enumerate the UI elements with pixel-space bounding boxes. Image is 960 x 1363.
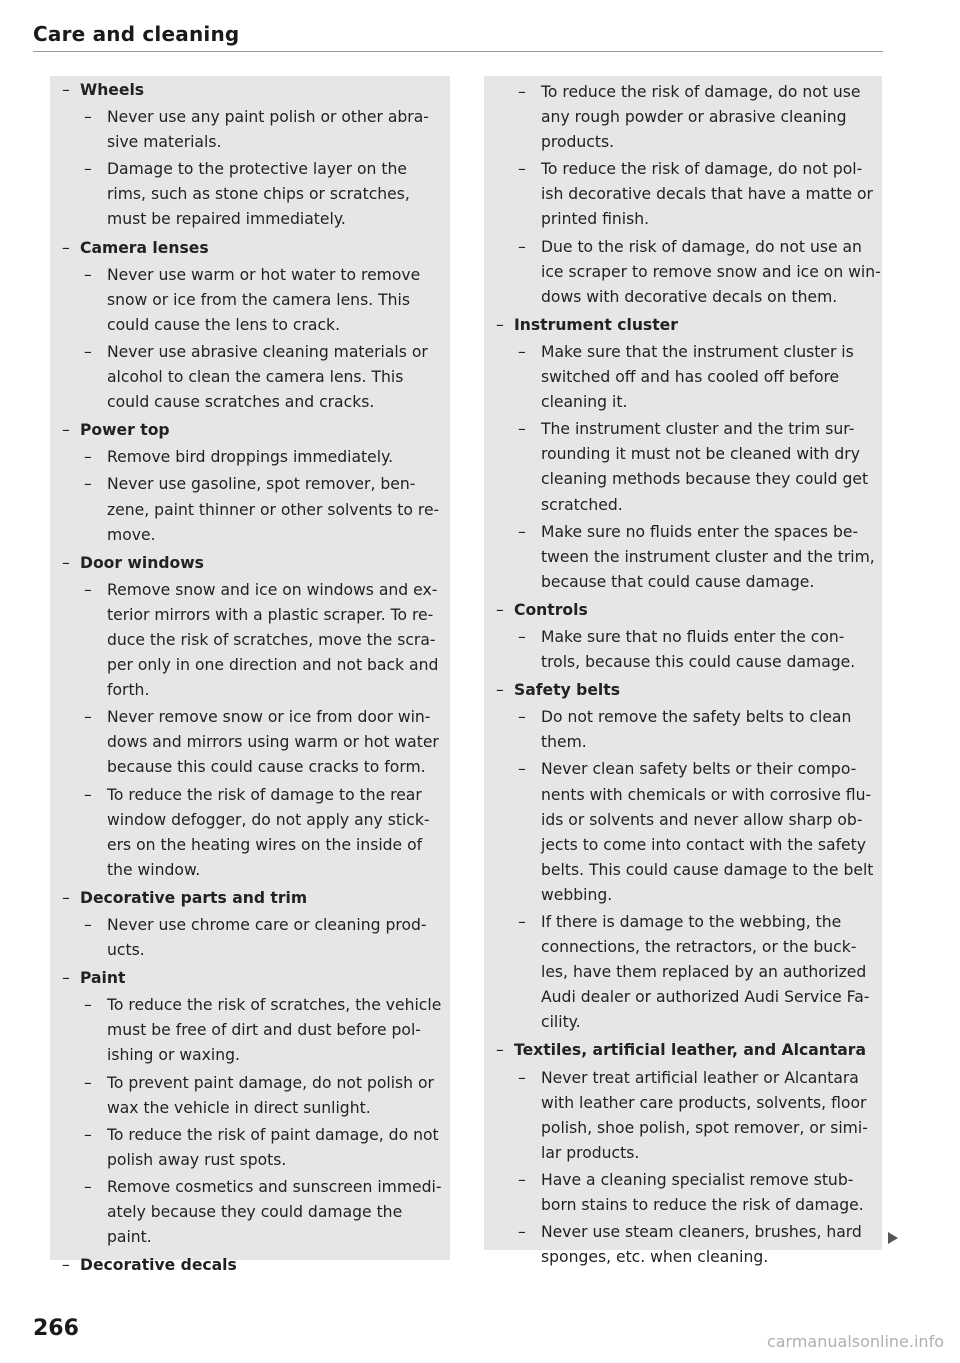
list-item: – Do not remove the safety belts to clean them. [496,705,882,755]
section [496,313,882,595]
section-heading: – Decorative parts and trim [62,886,450,911]
list-item: – Make sure no fluids enter the spaces be-tween the instrument cluster and the trim, because that could cause damage. [496,520,882,595]
section-heading: – Instrument cluster [496,313,882,338]
section-heading: – Door windows [62,551,450,576]
section-heading: – Controls [496,598,882,623]
section [496,80,882,310]
list-item: – Never treat artificial leather or Alcantara with leather care products, solvents, floor polish, shoe polish, spot remover, or simi-lar products. [496,1066,882,1166]
list-item: – To reduce the risk of scratches, the vehicle must be free of dirt and dust before pol-ishing or waxing. [62,993,450,1068]
section-heading: – Safety belts [496,678,882,703]
page-number: 266 [33,1316,79,1341]
section [496,598,882,675]
section-heading: – Camera lenses [62,236,450,261]
list-item: – Have a cleaning specialist remove stub-born stains to reduce the risk of damage. [496,1168,882,1218]
list-item: – Make sure that the instrument cluster is switched off and has cooled off before cleaning it. [496,340,882,415]
section [62,236,450,416]
section-heading: – Wheels [62,78,450,103]
page-header-title: Care and cleaning [33,22,240,46]
list-item: – Never use any paint polish or other abra-sive materials. [62,105,450,155]
section [62,418,450,547]
list-item: – Never remove snow or ice from door win-dows and mirrors using warm or hot water because this could cause cracks to form. [62,705,450,780]
section-heading: – Decorative decals [62,1253,450,1278]
list-item: – Never use abrasive cleaning materials or alcohol to clean the camera lens. This could cause scratches and cracks. [62,340,450,415]
right-column-box [484,76,882,1267]
continue-arrow-icon [888,1232,898,1244]
section [496,1038,882,1270]
list-item: – Due to the risk of damage, do not use an ice scraper to remove snow and ice on win-dows with decorative decals on them. [496,235,882,310]
section-heading: – Power top [62,418,450,443]
section [62,551,450,883]
list-item: – Never use chrome care or cleaning prod-ucts. [62,913,450,963]
list-item: – To reduce the risk of damage, do not pol-ish decorative decals that have a matte or printed finish. [496,157,882,232]
list-item: – Never use warm or hot water to remove snow or ice from the camera lens. This could cause the lens to crack. [62,263,450,338]
section [62,886,450,963]
left-column-box [50,76,450,1275]
list-item: – The instrument cluster and the trim sur-rounding it must not be cleaned with dry cleaning methods because they could get scratched. [496,417,882,517]
section [62,78,450,233]
list-item: – To reduce the risk of paint damage, do not polish away rust spots. [62,1123,450,1173]
header-rule [33,51,883,52]
list-item: – Remove cosmetics and sunscreen immedi-ately because they could damage the paint. [62,1175,450,1250]
list-item: – Never use gasoline, spot remover, ben-zene, paint thinner or other solvents to re-move. [62,472,450,547]
list-item: – If there is damage to the webbing, the connections, the retractors, or the buck-les, have them replaced by an authorized Audi dealer or authorized Audi Service Fa-cility. [496,910,882,1035]
watermark: carmanualsonline.info [766,1332,944,1351]
section [62,966,450,1250]
list-item: – Make sure that no fluids enter the con-trols, because this could cause damage. [496,625,882,675]
section-heading: – Paint [62,966,450,991]
list-item: – To reduce the risk of damage, do not use any rough powder or abrasive cleaning products. [496,80,882,155]
section [496,678,882,1035]
list-item: – Never use steam cleaners, brushes, hard sponges, etc. when cleaning. [496,1220,882,1270]
list-item: – Remove bird droppings immediately. [62,445,450,470]
list-item: – To reduce the risk of damage to the rear window defogger, do not apply any stick-ers on the heating wires on the inside of the window. [62,783,450,883]
list-item: – To prevent paint damage, do not polish or wax the vehicle in direct sunlight. [62,1071,450,1121]
list-item: – Remove snow and ice on windows and ex-terior mirrors with a plastic scraper. To re-duce the risk of scratches, move the scra-per only in one direction and not back and forth. [62,578,450,703]
list-item: – Damage to the protective layer on the rims, such as stone chips or scratches, must be repaired immediately. [62,157,450,232]
section-heading: – Textiles, artificial leather, and Alcantara [496,1038,882,1063]
section [62,1253,450,1278]
list-item: – Never clean safety belts or their compo-nents with chemicals or with corrosive flu-ids or solvents and never allow sharp ob-jects to come into contact with the safety belts. This could cause damage to the belt webbing. [496,757,882,908]
